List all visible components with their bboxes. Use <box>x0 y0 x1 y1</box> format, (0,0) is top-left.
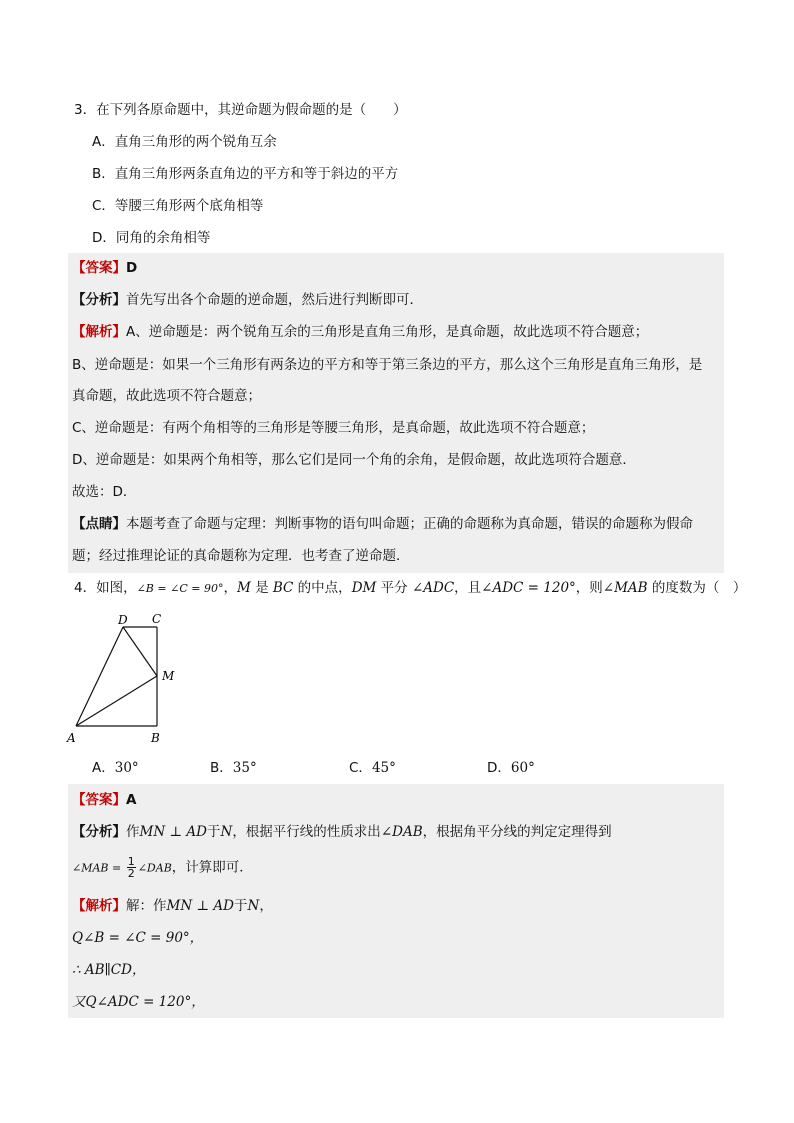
analysis-text: ，计算即可． <box>171 859 253 876</box>
option-letter: D． <box>487 760 511 776</box>
analysis-math: ∠DAB <box>380 824 423 840</box>
q4-angle-mab: ∠MAB <box>602 580 648 596</box>
comment-text: 本题考查了命题与定理：判断事物的语句叫命题；正确的命题称为真命题，错误的命题称为假命 <box>126 516 693 532</box>
q3-option-d: D．同角的余角相等 <box>92 230 211 246</box>
q4-stem-text: 平分 <box>376 580 412 596</box>
option-value: 60° <box>510 760 535 776</box>
label-c: C <box>152 612 162 626</box>
q4-stem-text: ， <box>223 580 237 596</box>
q4-solution-line-3: ∴ AB∥CD， <box>72 962 146 978</box>
analysis-text: 首先写出各个命题的逆命题，然后进行判断即可． <box>126 292 423 308</box>
q3-conclusion: 故选：D． <box>72 484 137 500</box>
q3-option-b: B．直角三角形两条直角边的平方和等于斜边的平方 <box>92 166 399 182</box>
q4-analysis-line-2 <box>72 856 253 879</box>
option-value: 30° <box>114 760 139 776</box>
q3-comment-line-2: 题；经过推理论证的真命题称为定理．也考查了逆命题． <box>72 548 410 564</box>
analysis-label: 【分析】 <box>72 292 126 308</box>
analysis-text: ，根据角平分线的判定定理得到 <box>422 824 612 840</box>
analysis-math: N <box>220 824 233 840</box>
q4-stem-text: 的度数为（ ） <box>647 580 747 596</box>
q4-angle-adc: ∠ADC <box>411 580 455 596</box>
q4-condition-right-angles: ∠B = ∠C = 90° <box>136 582 224 595</box>
solution-text: ， <box>259 898 273 914</box>
q4-stem-prefix: 4．如图， <box>74 580 137 596</box>
q4-stem-text: ，则 <box>575 580 603 596</box>
solution-label: 【解析】 <box>72 324 126 340</box>
q4-option-d <box>487 758 535 778</box>
q4-segment-bc: BC <box>272 580 294 596</box>
q3-solution-line-2: B、逆命题是：如果一个三角形有两条边的平方和等于第三条边的平方，那么这个三角形是直角三角形，是 <box>72 357 703 373</box>
solution-text: A、逆命题是：两个锐角互余的三角形是直角三角形，是真命题，故此选项不符合题意； <box>126 324 649 340</box>
q3-comment-line-1 <box>72 514 693 534</box>
q3-solution-line-3: 真命题，故此选项不符合题意； <box>72 388 261 404</box>
analysis-math: ∠MAB = <box>72 861 125 875</box>
q3-option-c: C．等腰三角形两个底角相等 <box>92 198 264 214</box>
comment-label: 【点睛】 <box>72 516 126 532</box>
solution-text: 于 <box>234 898 248 914</box>
q4-option-a <box>92 758 139 778</box>
option-value: 35° <box>232 760 257 776</box>
fraction-denominator: 2 <box>127 867 135 880</box>
label-b: B <box>151 731 160 745</box>
q4-analysis-line-1 <box>72 822 612 842</box>
q4-stem <box>74 578 746 599</box>
q3-analysis <box>72 290 423 310</box>
solution-math: MN ⊥ AD <box>166 898 234 914</box>
q3-answer <box>72 258 137 278</box>
q4-answer <box>72 790 136 810</box>
q4-stem-text: ，且 <box>454 580 482 596</box>
q4-solution-line-4: 又Q∠ADC = 120°， <box>72 994 205 1010</box>
option-letter: C． <box>349 760 372 776</box>
q4-point-m: M <box>236 580 251 596</box>
option-value: 45° <box>371 760 396 776</box>
q3-solution-line-5: D、逆命题是：如果两个角相等，那么它们是同一个角的余角，是假命题，故此选项符合题意． <box>72 452 636 468</box>
q3-stem: 3．在下列各原命题中，其逆命题为假命题的是（ ） <box>74 102 407 118</box>
option-letter: A． <box>92 760 115 776</box>
q4-condition-adc: ∠ADC = 120° <box>481 580 576 596</box>
q4-solution-line-1 <box>72 896 273 916</box>
analysis-text: 作 <box>126 824 140 840</box>
answer-label: 【答案】 <box>72 792 126 808</box>
analysis-text: ，根据平行线的性质求出 <box>232 824 381 840</box>
solution-math: N <box>247 898 260 914</box>
q4-solution-line-2: Q∠B = ∠C = 90°， <box>72 930 204 946</box>
fraction-one-half <box>127 856 136 879</box>
q4-option-b <box>210 758 257 778</box>
analysis-math: ∠DAB <box>137 861 172 875</box>
q4-stem-text: 的中点， <box>293 580 352 596</box>
q3-solution-line-4: C、逆命题是：有两个角相等的三角形是等腰三角形，是真命题，故此选项不符合题意； <box>72 420 595 436</box>
answer-value: A <box>126 792 137 808</box>
solution-text: 解：作 <box>126 898 167 914</box>
q3-option-a: A．直角三角形的两个锐角互余 <box>92 134 277 150</box>
solution-label: 【解析】 <box>72 898 126 914</box>
q4-option-c <box>349 758 396 778</box>
label-a: A <box>67 731 76 745</box>
analysis-label: 【分析】 <box>72 824 126 840</box>
segment-dm <box>123 627 157 676</box>
q4-geometry-figure <box>66 608 186 748</box>
answer-value: D <box>126 260 138 276</box>
label-d: D <box>118 613 128 627</box>
q4-stem-text: 是 <box>250 580 273 596</box>
analysis-math: MN ⊥ AD <box>139 824 207 840</box>
label-m: M <box>162 669 175 683</box>
analysis-text: 于 <box>207 824 221 840</box>
answer-label: 【答案】 <box>72 260 126 276</box>
option-letter: B． <box>210 760 233 776</box>
q3-solution-line-1 <box>72 322 648 342</box>
fraction-numerator: 1 <box>127 855 135 868</box>
q4-segment-dm: DM <box>351 580 377 596</box>
